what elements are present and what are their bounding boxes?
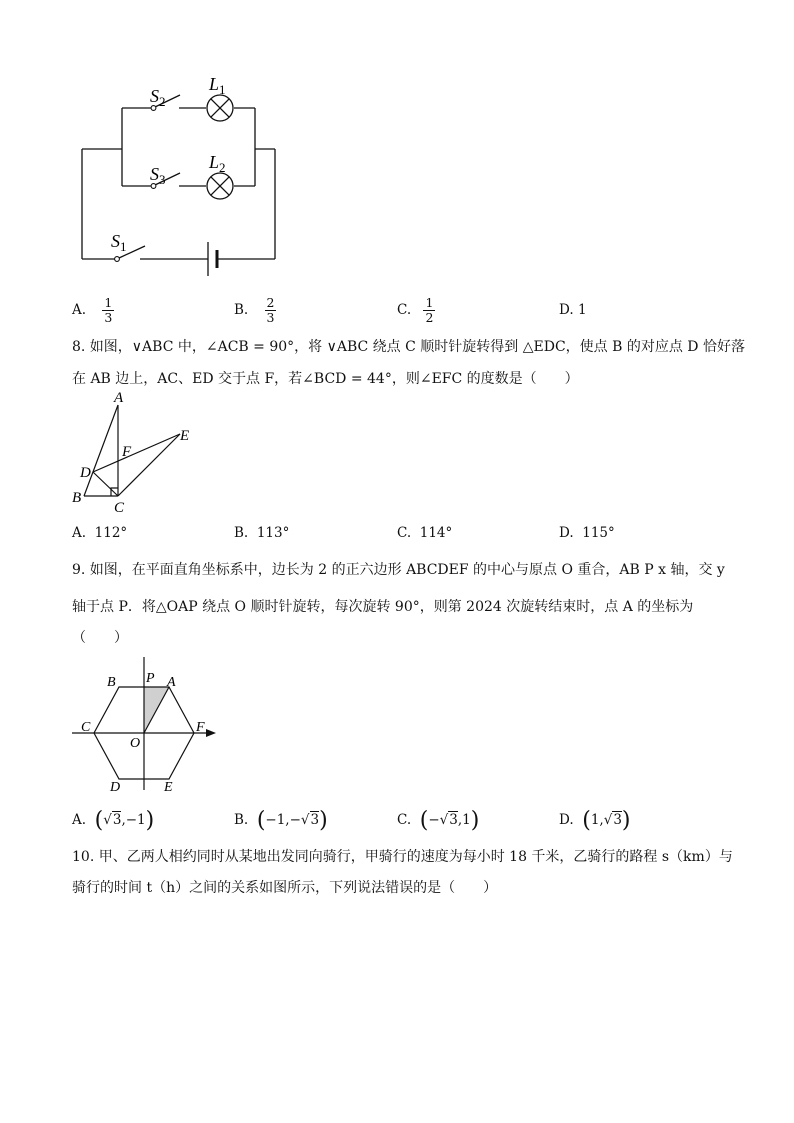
x-axis-arrow-icon [206,729,216,737]
q8-option-d: D. 115° [559,525,615,541]
q8-label-f: F [122,444,132,460]
q9-label-f: F [196,720,205,735]
q7-option-b: B. $\frac{2}{3}$ [234,295,275,325]
q8-label-a: A [114,390,124,406]
lamp-l2-icon [207,173,233,199]
label-l2: $L_2$ [209,152,226,175]
q9-label-p: P [146,671,155,686]
q9-option-b: B. (−1,−√3) [234,808,328,833]
q9-option-a: A. (√3,−1) [72,808,155,833]
q9-option-c: C. (−√3,1) [397,808,480,833]
q7-option-c: C. $\frac{1}{2}$ [397,295,434,325]
q8-triangle-figure [60,390,210,520]
q9-text-line3: （ ） [72,630,128,646]
q9-label-e: E [164,780,173,795]
q9-text-line1: 9. 如图，在平面直角坐标系中，边长为 2 的正六边形 ABCDEF 的中心与原点 O 重合，AB P x 轴，交 y [72,562,725,578]
q9-label-b: B [107,675,116,690]
q8-option-b: B. 113° [234,525,290,541]
q8-text-line1: 8. 如图，∨ABC 中，∠ACB = 90°，将 ∨ABC 绕点 C 顺时针旋转得到 △EDC，使点 B 的对应点 D 恰好落 [72,339,745,355]
label-s3: $S_3$ [150,164,166,187]
label-l1: $L_1$ [209,74,226,97]
label-s2: $S_2$ [150,86,166,109]
q9-label-o: O [130,736,141,751]
q10-text-line1: 10. 甲、乙两人相约同时从某地出发同向骑行，甲骑行的速度为每小时 18 千米，乙骑行的路程 s（km）与 [72,849,733,865]
q8-text-line2: 在 AB 边上，AC、ED 交于点 F，若∠BCD = 44°，则∠EFC 的度数是（ ） [72,371,579,387]
q10-text-line2: 骑行的时间 t（h）之间的关系如图所示，下列说法错误的是（ ） [72,880,498,896]
q8-option-a: A. 112° [72,525,128,541]
q9-text-line2: 轴于点 P．将△OAP 绕点 O 顺时针旋转，每次旋转 90°，则第 2024 次旋转结束时，点 A 的坐标为 [72,599,694,615]
q9-option-d: D. (1,√3) [559,808,631,833]
lamp-l1-icon [207,95,233,121]
circuit-diagram [0,0,320,290]
q8-label-b: B [72,490,82,506]
label-s1: $S_1$ [111,231,127,254]
q9-label-d: D [110,780,121,795]
q8-label-d: D [80,465,91,481]
q9-hexagon-figure [60,650,230,800]
q9-label-a: A [167,675,176,690]
q8-label-c: C [114,500,125,516]
q7-option-d: D. 1 [559,302,587,318]
battery-icon [208,242,217,276]
q8-label-e: E [180,428,190,444]
q9-label-c: C [81,720,91,735]
q8-option-c: C. 114° [397,525,453,541]
q7-option-a: A. $\frac{1}{3}$ [72,295,113,325]
